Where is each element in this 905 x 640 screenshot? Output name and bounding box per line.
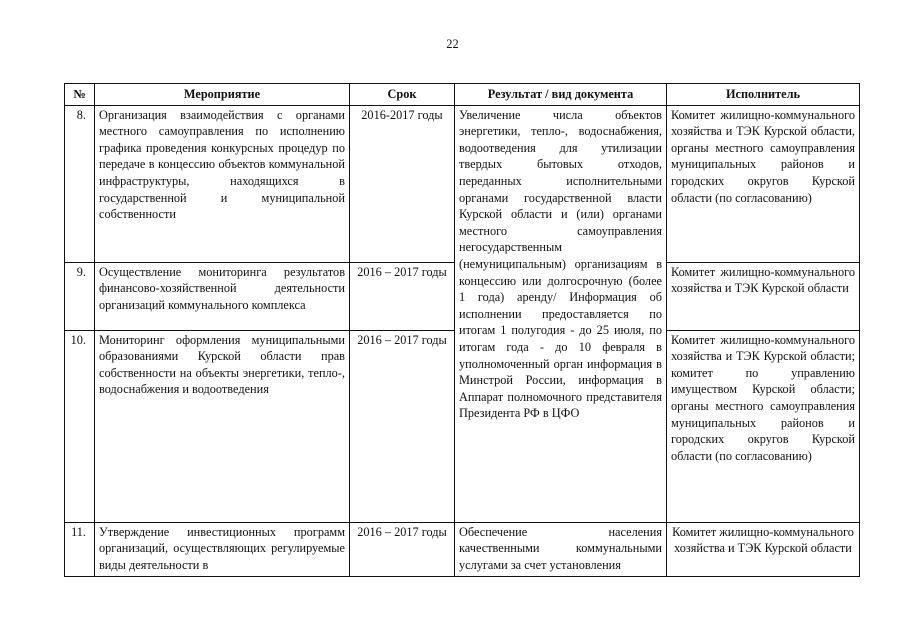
row-event: Осуществление мониторинга результатов финансово-хозяйственной деятельности организаций коммунального комплекса: [95, 262, 350, 330]
table-row: [65, 105, 860, 262]
header-term: Срок: [350, 84, 455, 106]
row-executor: Комитет жилищно-коммунального хозяйства и ТЭК Курской области; комитет по управлению имуществом Курской области; органы местного самоуправления муниципальных районов и городских округов Курской области (по согласованию): [667, 330, 860, 522]
row-term: 2016 – 2017 годы: [350, 522, 455, 576]
row-event: Организация взаимодействия с органами местного самоуправления по исполнению графика проведения конкурсных процедур по передаче в концессию объектов коммунальной инфраструктуры, находящихся в государственной и муниципальной собственности: [95, 105, 350, 262]
row-number: 8.: [65, 105, 95, 262]
table-header-row: [65, 84, 860, 106]
row-result-merged: Увеличение числа объектов энергетики, тепло-, водоснабжения, водоотведения для утилизации твердых бытовых отходов, переданных исполнительными органами государственной власти Курской области и (или) органами местного самоуправления негосударственным (немуниципальным) организациям в концессию или долгосрочную (более 1 года) аренду/ Информация об исполнении предоставляется по итогам 1 полугодия - до 25 июля, по итогам года - до 10 февраля в уполномоченный орган информация в Минстрой России, информация в Аппарат полномочного представителя Президента РФ в ЦФО: [455, 105, 667, 522]
row-event: Утверждение инвестиционных программ организаций, осуществляющих регулируемые виды деятельности в: [95, 522, 350, 576]
header-event: Мероприятие: [95, 84, 350, 106]
page-number: 22: [446, 37, 459, 51]
header-executor: Исполнитель: [667, 84, 860, 106]
measures-table: [64, 83, 860, 577]
row-number: 11.: [65, 522, 95, 576]
row-number: 9.: [65, 262, 95, 330]
row-result: Обеспечение населения качественными коммунальными услугами за счет установления: [455, 522, 667, 576]
header-result: Результат / вид документа: [455, 84, 667, 106]
row-executor: Комитет жилищно-коммунального хозяйства и ТЭК Курской области, органы местного самоуправления муниципальных районов и городских округов Курской области (по согласованию): [667, 105, 860, 262]
row-executor: Комитет жилищно-коммунального хозяйства и ТЭК Курской области: [667, 522, 860, 576]
row-event: Мониторинг оформления муниципальными образованиями Курской области прав собственности на объекты энергетики, тепло-, водоснабжения и водоотведения: [95, 330, 350, 522]
table-row: [65, 522, 860, 576]
header-num: №: [65, 84, 95, 106]
row-term: 2016 – 2017 годы: [350, 262, 455, 330]
row-term: 2016 – 2017 годы: [350, 330, 455, 522]
row-term: 2016-2017 годы: [350, 105, 455, 262]
row-executor: Комитет жилищно-коммунального хозяйства и ТЭК Курской области: [667, 262, 860, 330]
row-number: 10.: [65, 330, 95, 522]
